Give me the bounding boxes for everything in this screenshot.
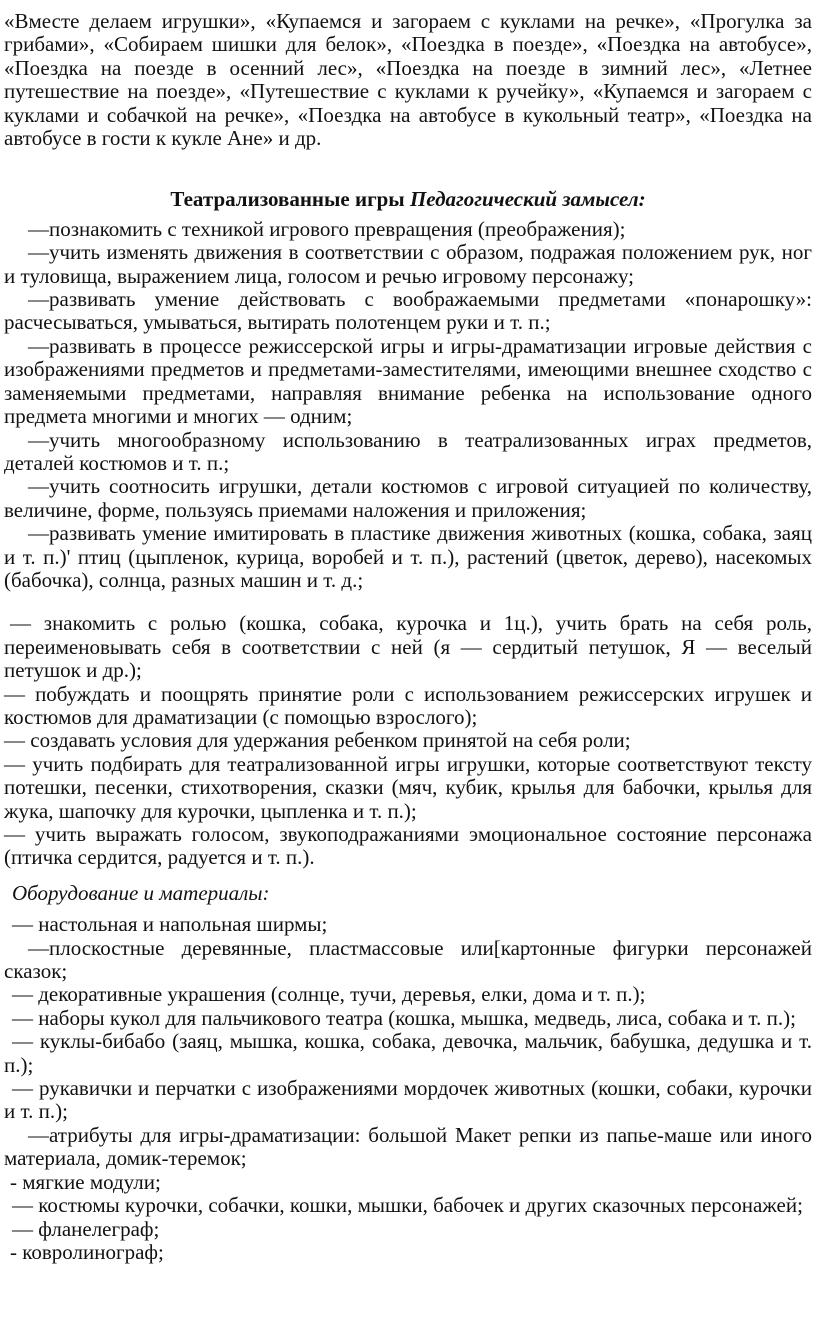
role-goal-item: — учить выражать голосом, звукоподражаниями эмоциональное состояние персонажа (птичка сердится, радуется и т. п.). — [4, 822, 812, 870]
section-subtitle: Педагогический замысел: — [409, 187, 646, 212]
goal-item: —развивать умение имитировать в пластике движения животных (кошка, собака, заяц и т. п.)' птиц (цыпленок, курица, воробей и т. п.), растений (цветок, дерево), насекомых (бабочка), солнца, разных машин и т. д.; — [4, 521, 812, 592]
goal-item: —развивать в процессе режиссерской игры и игры-драматизации игровые действия с изображениями предметов и предметами-заместителями, имеющими внешнее сходство с заменяемыми предметами, направляя внимание ребенка на использование одного предмета многими и многих — одним; — [4, 333, 812, 429]
equipment-list — [4, 913, 812, 1264]
goals-list — [4, 218, 812, 593]
equipment-item: — костюмы курочки, собачки, кошки, мышки, бабочек и других сказочных персонажей; — [12, 1193, 803, 1218]
role-goal-item: — создавать условия для удержания ребенком принятой на себя роли; — [4, 728, 631, 753]
role-goal-item: — учить подбирать для театрализованной игры игрушки, которые соответствуют тексту потешки, песенки, стихотворения, сказки (мяч, кубик, крылья для бабочки, крылья для жука, шапочку для курочки, цыпленка и т. п.); — [4, 751, 812, 823]
equipment-item: —плоскостные деревянные, пластмассовые или[картонные фигурки персонажей сказок; — [4, 935, 812, 984]
goal-item: —познакомить с техникой игрового превращения (преображения); — [28, 216, 626, 241]
equipment-item: - ковролинограф; — [10, 1239, 164, 1264]
section-heading — [4, 188, 812, 211]
role-goal-item: — побуждать и поощрять принятие роли с использованием режиссерских игрушек и костюмов для драматизации (с помощью взрослого); — [4, 681, 812, 729]
goal-item: —учить соотносить игрушки, детали костюмов с игровой ситуацией по количеству, величине, форме, пользуясь приемами наложения и приложения; — [4, 474, 812, 522]
equipment-item: — наборы кукол для пальчикового театра (кошка, мышка, медведь, лиса, собака и т. п.); — [12, 1005, 796, 1030]
equipment-item: — декоративные украшения (солнце, тучи, деревья, елки, дома и т. п.); — [12, 982, 646, 1007]
equipment-item: — куклы-бибабо (заяц, мышка, кошка, собака, девочка, мальчик, бабушка, дедушка и т. п.); — [4, 1029, 812, 1077]
equipment-item: — настольная и напольная ширмы; — [12, 912, 328, 937]
equipment-item: —атрибуты для игры-драматизации: большой Макет репки из папье-маше или иного материала, домик-теремок; — [4, 1122, 812, 1171]
role-goal-item: — знакомить с ролью (кошка, собака, курочка и 1ц.), учить брать на себя роль, переименовывать себя в соответствии с ней (я — сердитый петушок, Я — веселый петушок и др.); — [4, 611, 812, 683]
goal-item: —учить многообразному использованию в театрализованных играх предметов, деталей костюмов и т. п.; — [4, 427, 812, 475]
goal-item: —развивать умение действовать с воображаемыми предметами «понарошку»: расчесываться, умываться, вытирать полотенцем руки и т. п.; — [4, 287, 812, 335]
equipment-item: - мягкие модули; — [10, 1169, 161, 1194]
equipment-item: — рукавички и перчатки с изображениями мордочек животных (кошки, собаки, курочки и т. п.); — [4, 1076, 812, 1124]
intro-paragraph: «Вместе делаем игрушки», «Купаемся и загораем с куклами на речке», «Прогулка за грибами», «Собираем шишки для белок», «Поездка в поезде», «Поездка на автобусе», «Поездка на поезде в осенний лес», «Поездка на поезде в зимний лес», «Летнее путешествие на поезде», «Путешествие с куклами к ручейку», «Купаемся и загораем с куклами и собачкой на речке», «Поездка на автобусе в кукольный театр», «Поездка на автобусе в гости к кукле Ане» и др. — [4, 9, 812, 151]
goal-item: —учить изменять движения в соответствии с образом, подражая положением рук, ног и туловища, выражением лица, голосом и речью игровому персонажу; — [4, 240, 812, 288]
section-title: Театрализованные игры — [170, 187, 405, 212]
equipment-heading: Оборудование и материалы: — [12, 880, 270, 905]
role-goals-list — [4, 612, 812, 869]
equipment-item: — фланелеграф; — [12, 1216, 160, 1241]
